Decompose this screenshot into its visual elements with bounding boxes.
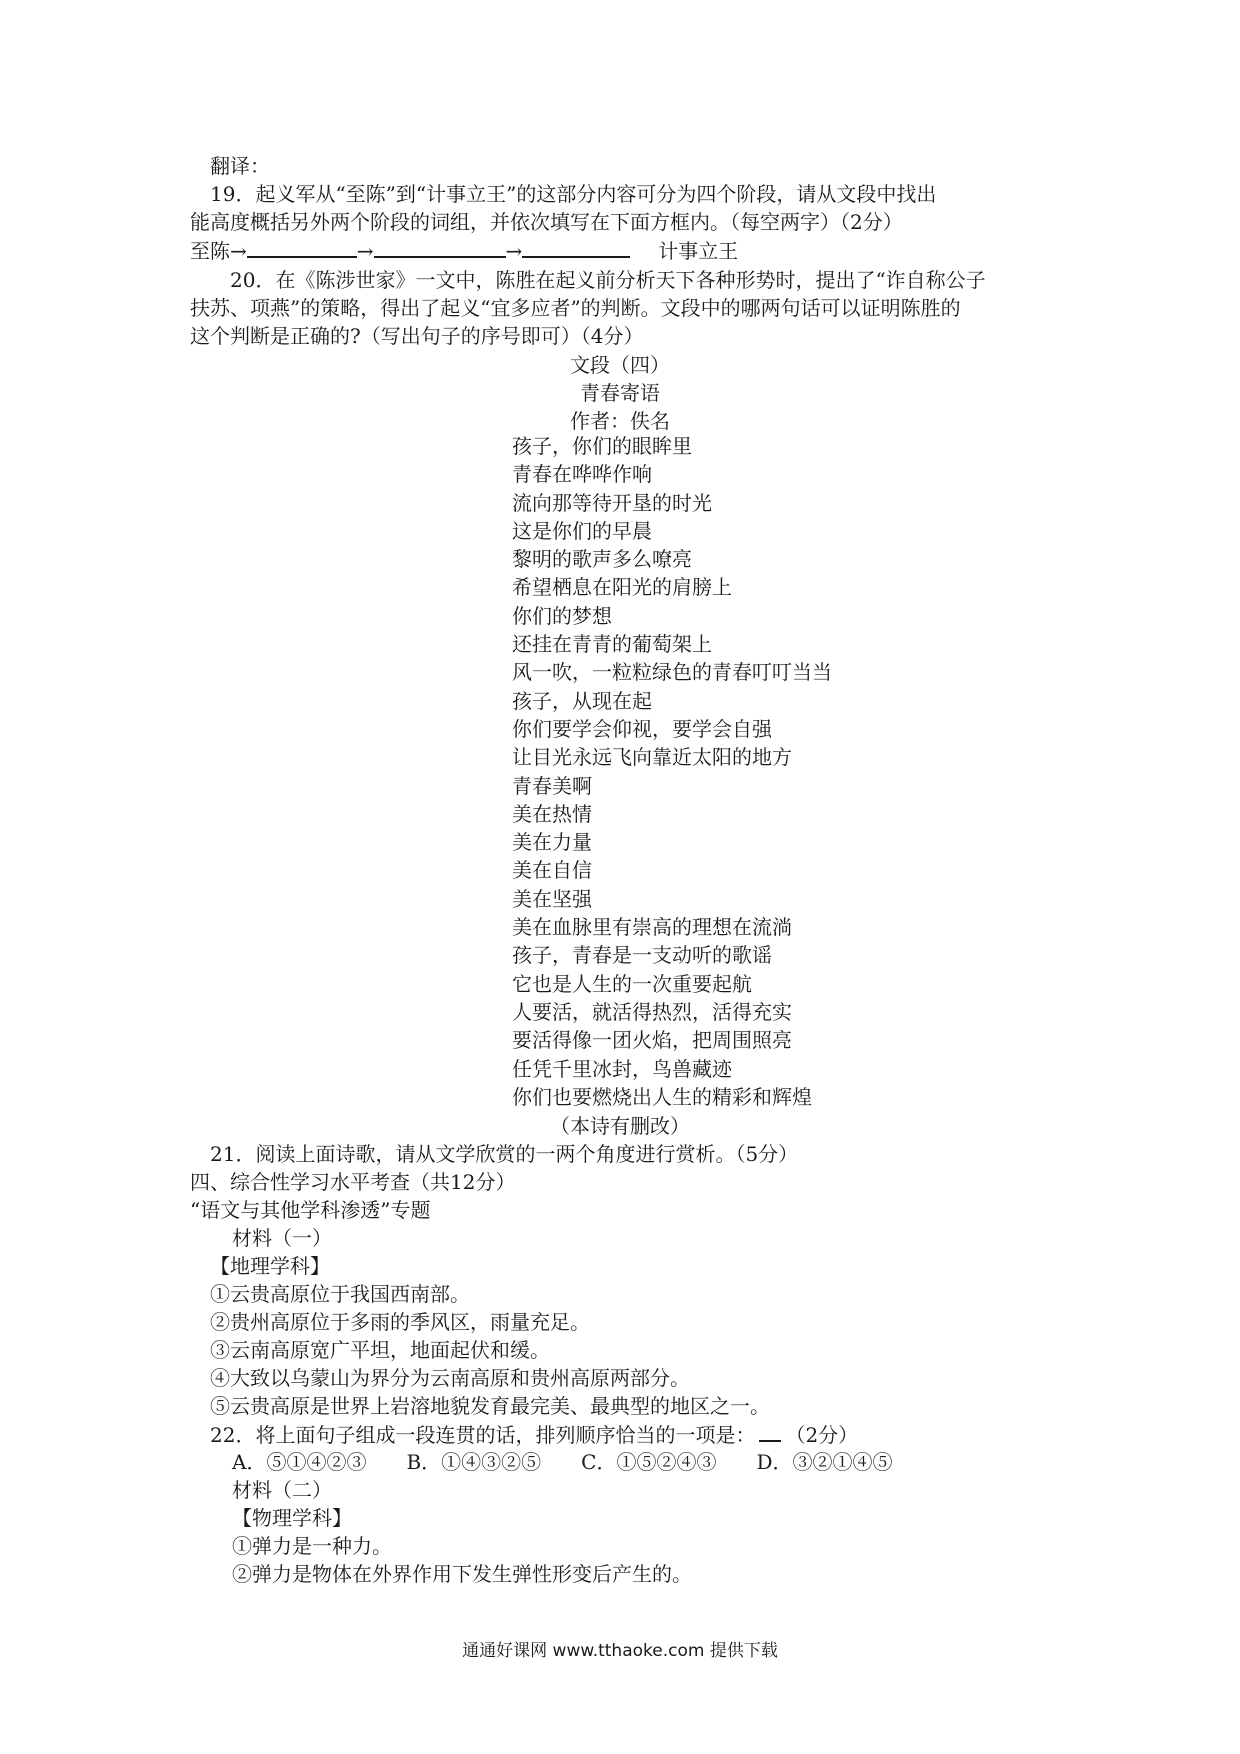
poem-line: 这是你们的早晨 [512,518,652,543]
poem-line: 风一吹，一粒粒绿色的青春叮叮当当 [512,660,832,685]
flow-arrow-1: → [356,239,374,263]
physics-item: ①弹力是一种力。 [232,1534,392,1558]
page-footer: 通通好课网 www.tthaoke.com 提供下载 [462,1641,778,1661]
section4-topic: “语文与其他学科渗透”专题 [190,1198,431,1222]
translate-label: 翻译： [210,154,270,178]
poem-line: 美在热情 [512,801,592,826]
poem-note: （本诗有删改） [550,1114,690,1138]
geo-item: ⑤云贵高原是世界上岩溶地貌发育最完美、最典型的地区之一。 [210,1394,770,1418]
q20-line1: 20．在《陈涉世家》一文中，陈胜在起义前分析天下各种形势时，提出了“诈自称公子 [230,268,986,292]
flow-arrow-2: → [505,239,523,263]
poem-line: 青春在哗哗作响 [512,462,652,487]
q20-line3: 这个判断是正确的?（写出句子的序号即可）（4分） [190,324,644,348]
passage-heading: 文段（四） [570,353,670,377]
material1-subject: 【地理学科】 [210,1254,330,1278]
option-a[interactable]: A．⑤①④②③ [232,1450,367,1474]
poem-author: 作者：佚名 [570,409,670,433]
section4-heading: 四、综合性学习水平考查（共12分） [190,1170,516,1194]
option-c[interactable]: C．①⑤②④③ [581,1450,717,1474]
q22-stem [210,1420,858,1449]
poem-line: 美在力量 [512,830,592,855]
poem-line: 你们也要燃烧出人生的精彩和辉煌 [512,1084,812,1109]
q19-line2: 能高度概括另外两个阶段的词组，并依次填写在下面方框内。（每空两字）（2分） [190,210,903,234]
geo-item: ①云贵高原位于我国西南部。 [210,1282,470,1306]
flow-start: 至陈→ [190,239,247,263]
poem-line: 让目光永远飞向靠近太阳的地方 [512,745,792,770]
q19-line1: 19．起义军从“至陈”到“计事立王”的这部分内容可分为四个阶段，请从文段中找出 [210,182,937,206]
option-b[interactable]: B．①④③②⑤ [406,1450,542,1474]
poem-line: 还挂在青青的葡萄架上 [512,632,712,657]
geo-item: ④大致以乌蒙山为界分为云南高原和贵州高原两部分。 [210,1366,690,1390]
material2-subject: 【物理学科】 [232,1506,352,1530]
poem-line: 人要活，就活得热烈，活得充实 [512,999,792,1024]
answer-blank-2[interactable] [374,236,506,258]
geo-item: ②贵州高原位于多雨的季风区，雨量充足。 [210,1310,590,1334]
poem-line: 你们要学会仰视，要学会自强 [512,716,772,741]
poem-line: 青春美啊 [512,773,592,798]
geo-item: ③云南高原宽广平坦，地面起伏和缓。 [210,1338,550,1362]
answer-blank-1[interactable] [247,236,357,258]
q21-text: 21．阅读上面诗歌，请从文学欣赏的一两个角度进行赏析。（5分） [210,1142,799,1166]
poem-line: 希望栖息在阳光的肩膀上 [512,575,732,600]
material1-label: 材料（一） [232,1226,332,1250]
q22-options [232,1448,933,1476]
poem-title: 青春寄语 [580,381,660,405]
answer-blank-3[interactable] [522,236,630,258]
poem-line: 孩子，你们的眼眸里 [512,434,692,458]
poem-body [512,432,832,1111]
poem-line: 美在自信 [512,858,592,883]
physics-item: ②弹力是物体在外界作用下发生弹性形变后产生的。 [232,1562,692,1586]
poem-line: 孩子，青春是一支动听的歌谣 [512,943,772,968]
material2-label: 材料（二） [232,1478,332,1502]
q20-line2: 扶苏、项燕”的策略，得出了起义“宜多应者”的判断。文段中的哪两句话可以证明陈胜的 [190,296,961,320]
poem-line: 要活得像一团火焰，把周围照亮 [512,1028,792,1053]
poem-line: 它也是人生的一次重要起航 [512,971,752,996]
poem-line: 孩子，从现在起 [512,688,652,713]
q22-score: （2分） [785,1423,859,1447]
option-d[interactable]: D．③②①④⑤ [756,1450,893,1474]
flow-end: 计事立王 [658,239,739,263]
poem-line: 任凭千里冰封，鸟兽藏迹 [512,1056,732,1081]
q22-text: 22．将上面句子组成一段连贯的话，排列顺序恰当的一项是： [210,1423,756,1447]
q22-answer-blank[interactable] [759,1420,781,1442]
q19-flow [190,236,738,265]
poem-line: 黎明的歌声多么嘹亮 [512,547,692,572]
poem-line: 你们的梦想 [512,603,612,628]
poem-line: 美在血脉里有崇高的理想在流淌 [512,915,792,940]
poem-line: 流向那等待开垦的时光 [512,490,712,515]
poem-line: 美在坚强 [512,886,592,911]
